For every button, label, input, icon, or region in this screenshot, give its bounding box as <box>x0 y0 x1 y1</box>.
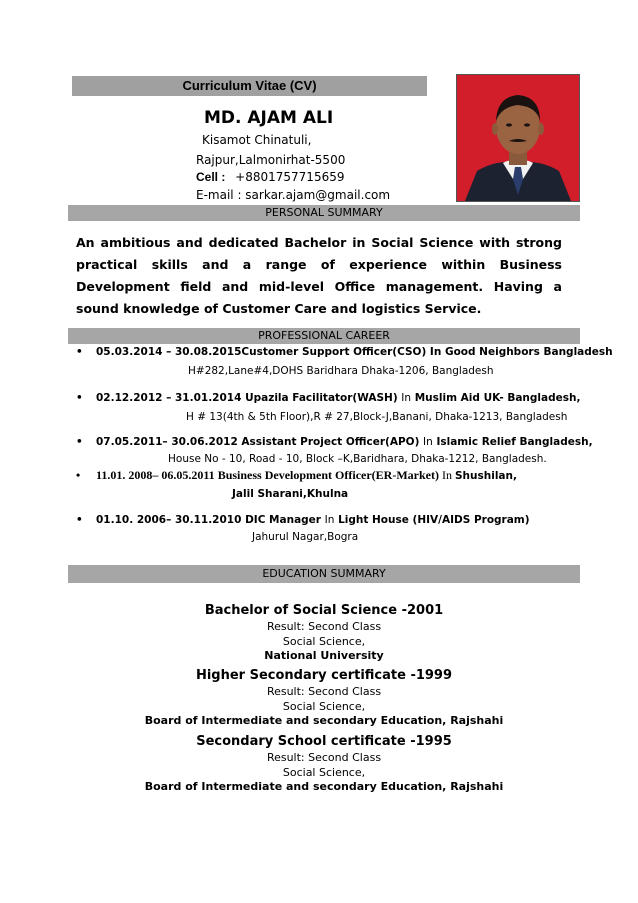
career-address: H#282,Lane#4,DOHS Baridhara Dhaka-1206, Bangladesh <box>188 365 494 377</box>
address-line-2: Rajpur,Lalmonirhat-5500 <box>196 153 346 167</box>
career-item <box>76 346 613 377</box>
career-item <box>76 468 576 500</box>
career-address: H # 13(4th & 5th Floor),R # 27,Block-J,Banani, Dhaka-1213, Bangladesh <box>186 411 568 423</box>
career-in: In <box>441 468 452 482</box>
career-in: In <box>429 346 442 358</box>
career-address: Jahurul Nagar,Bogra <box>252 531 359 543</box>
personal-summary-header: PERSONAL SUMMARY <box>68 205 580 221</box>
education-degree: Secondary School certificate -1995 <box>196 734 452 749</box>
career-org: Good Neighbors Bangladesh <box>444 346 613 358</box>
career-dates: 05.03.2014 – 30.08.2015 <box>96 346 242 358</box>
career-item <box>76 392 581 423</box>
candidate-name: MD. AJAM ALI <box>204 108 334 128</box>
career-role: Assistant Project Officer(APO) <box>241 436 420 448</box>
education-subject: Social Science, <box>282 700 366 713</box>
education-subject: Social Science, <box>282 635 366 648</box>
career-dates: 07.05.2011– 30.06.2012 <box>96 436 238 448</box>
education-degree: Higher Secondary certificate -1999 <box>195 668 453 683</box>
career-address: Jalil Sharani,Khulna <box>232 488 349 500</box>
education-institution: Board of Intermediate and secondary Education, Rajshahi <box>144 714 504 727</box>
career-org: Muslim Aid UK- Bangladesh, <box>414 392 581 404</box>
cv-title-bar <box>72 76 427 96</box>
education-item <box>68 668 580 727</box>
education-result: Result: Second Class <box>266 620 382 633</box>
address-line-1: Kisamot Chinatuli, <box>202 133 312 147</box>
career-dates: 02.12.2012 – 31.01.2014 <box>96 392 242 404</box>
bullet-icon: • <box>76 514 83 526</box>
cell-row <box>196 170 344 184</box>
cv-title: Curriculum Vitae (CV) <box>182 78 317 93</box>
cell-value: +8801757715659 <box>235 170 345 184</box>
education-item <box>68 603 580 662</box>
career-dates: 01.10. 2006– 30.11.2010 <box>96 514 242 526</box>
career-in: In <box>423 436 433 448</box>
career-role: Upazila Facilitator(WASH) <box>245 392 398 404</box>
education-institution: National University <box>264 649 384 662</box>
email: E-mail : sarkar.ajam@gmail.com <box>196 188 391 202</box>
professional-career-header: PROFESSIONAL CAREER <box>68 328 580 344</box>
education-degree: Bachelor of Social Science -2001 <box>204 603 444 618</box>
career-org: Shushilan, <box>454 470 517 482</box>
career-role: Business Development Officer(ER-Market) <box>217 468 439 482</box>
education-institution: Board of Intermediate and secondary Education, Rajshahi <box>144 780 504 793</box>
education-result: Result: Second Class <box>266 685 382 698</box>
summary-text: An ambitious and dedicated Bachelor in Social Science with strong practical skills and a range of experience within Business Development field and mid-level Office management. Having a sound knowledge of Customer Care and logistics Service. <box>76 235 562 316</box>
career-item <box>76 514 576 543</box>
cell-label: Cell : <box>196 170 226 184</box>
career-in: In <box>324 514 335 526</box>
career-role: Customer Support Officer(CSO) <box>241 346 427 358</box>
education-item <box>68 734 580 793</box>
education-result: Result: Second Class <box>266 751 382 764</box>
education-subject: Social Science, <box>282 766 366 779</box>
career-org: Islamic Relief Bangladesh, <box>436 436 593 448</box>
bullet-icon: • <box>76 346 83 358</box>
person-photo-icon <box>457 75 579 201</box>
bullet-icon: • <box>76 468 81 482</box>
education-summary-header: EDUCATION SUMMARY <box>68 565 580 583</box>
career-org: Light House (HIV/AIDS Program) <box>338 514 530 526</box>
career-item <box>76 436 593 465</box>
career-address: House No - 10, Road - 10, Block –K,Baridhara, Dhaka-1212, Bangladesh. <box>168 453 547 465</box>
career-role: DIC Manager <box>245 514 321 526</box>
career-in: In <box>401 392 412 404</box>
bullet-icon: • <box>76 392 83 404</box>
career-dates: 11.01. 2008– 06.05.2011 <box>96 468 215 482</box>
profile-photo <box>456 74 580 202</box>
bullet-icon: • <box>76 436 83 448</box>
